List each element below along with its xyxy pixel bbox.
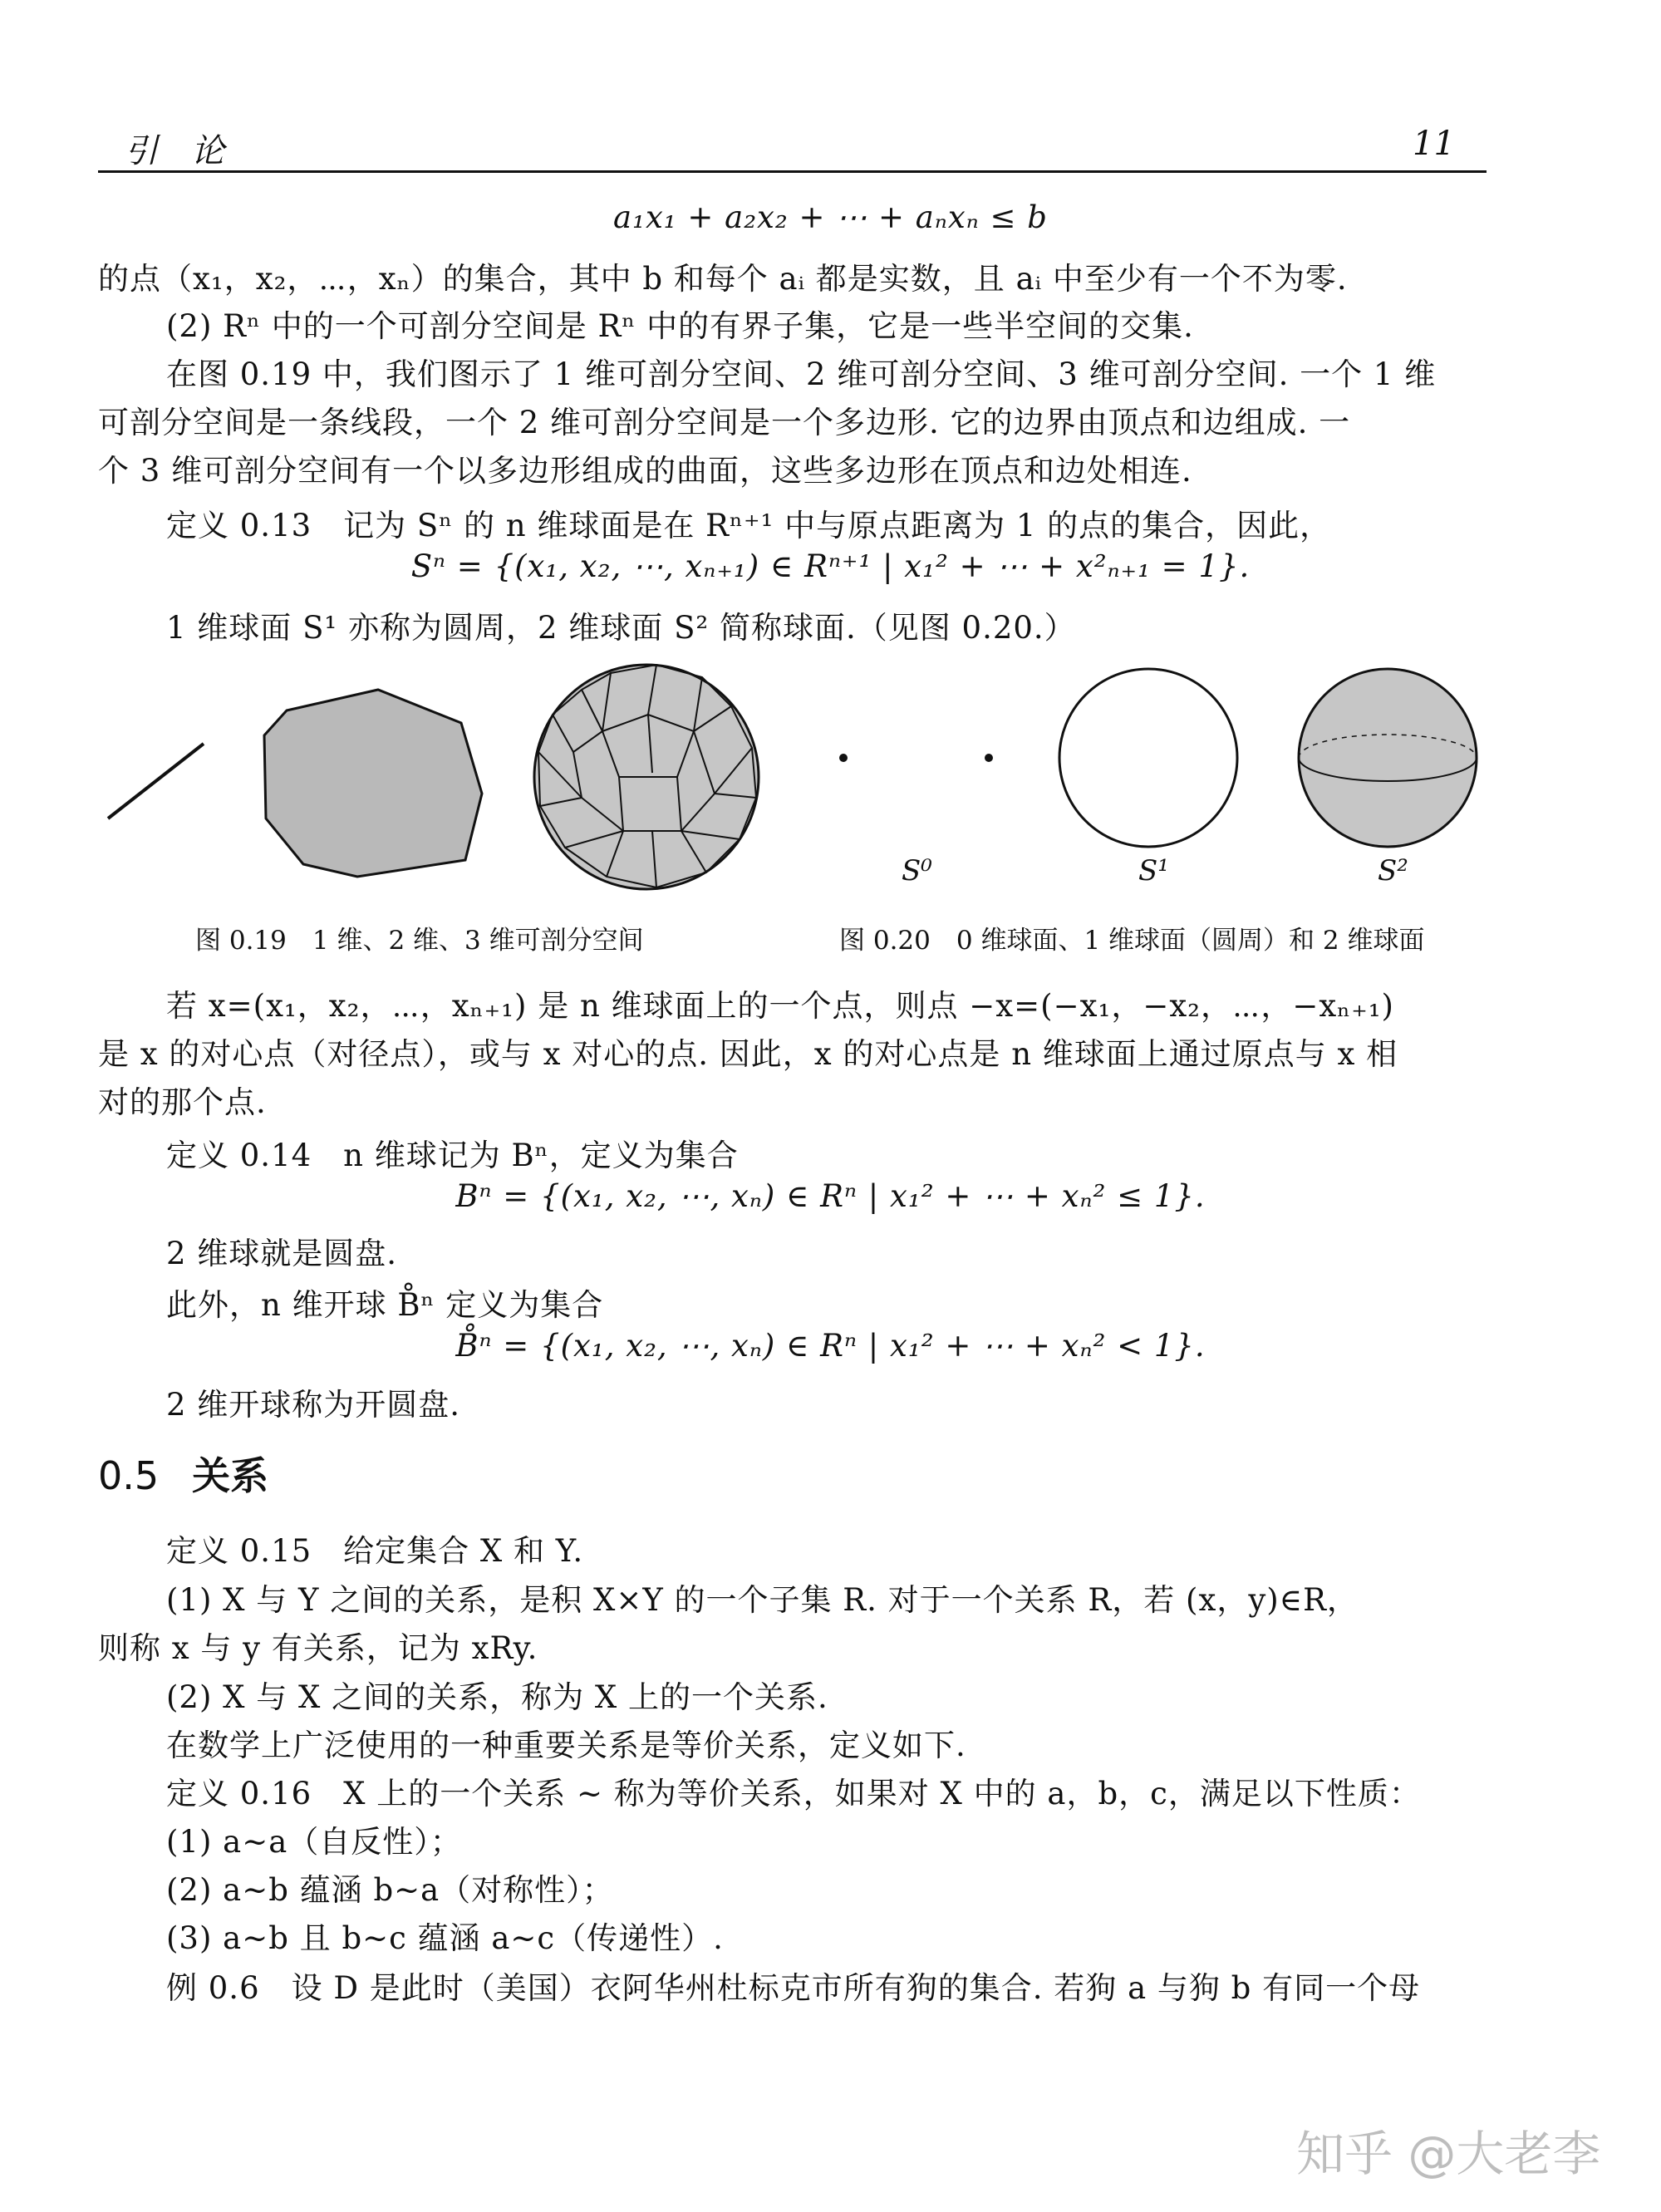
caption-fig-0-20: 图 0.20 0 维球面、1 维球面（圆周）和 2 维球面 [839, 926, 1425, 956]
definition-0-15: 定义 0.15 给定集合 X 和 Y. [166, 1533, 584, 1569]
text-line: 2 维开球称为开圆盘. [166, 1387, 461, 1423]
formula-halfspace: a₁x₁ + a₂x₂ + ⋯ + aₙxₙ ≤ b [613, 199, 1048, 235]
definition-0-14: 定义 0.14 n 维球记为 Bⁿ，定义为集合 [166, 1138, 739, 1173]
sphere-s2 [1299, 669, 1477, 847]
text-line: 若 x=(x₁，x₂，⋯，xₙ₊₁) 是 n 维球面上的一个点，则点 −x=(−x₁，−x₂，⋯，−xₙ₊₁) [166, 988, 1394, 1024]
label-s0: S⁰ [902, 854, 932, 887]
formula-sphere: Sⁿ = {(x₁, x₂, ⋯, xₙ₊₁) ∈ Rⁿ⁺¹ | x₁² + ⋯ + x²ₙ₊₁ = 1}. [410, 548, 1251, 584]
text-line: (2) Rⁿ 中的一个可剖分空间是 Rⁿ 中的有界子集，它是一些半空间的交集. [166, 308, 1194, 344]
example-0-6: 例 0.6 设 D 是此时（美国）衣阿华州杜标克市所有狗的集合. 若狗 a 与狗 b 有同一个母 [166, 1970, 1421, 2006]
text-line: 可剖分空间是一条线段，一个 2 维可剖分空间是一个多边形. 它的边界由顶点和边组成. 一 [98, 405, 1351, 440]
text-line: 则称 x 与 y 有关系，记为 xRy. [98, 1630, 538, 1666]
s0-point-left [839, 754, 848, 762]
text-line: 2 维球就是圆盘. [166, 1236, 398, 1271]
polyhedron-3d [534, 665, 759, 889]
property-reflexive: (1) a~a（自反性）； [166, 1824, 462, 1860]
formula-open-ball: B̊ⁿ = {(x₁, x₂, ⋯, xₙ) ∈ Rⁿ | x₁² + ⋯ + xₙ² < 1}. [455, 1328, 1206, 1364]
page-number: 11 [1413, 125, 1455, 163]
property-transitive: (3) a~b 且 b~c 蕴涵 a~c（传递性）. [166, 1920, 724, 1956]
watermark: 知乎 @大老李 [1296, 2126, 1601, 2182]
text-line: 是 x 的对心点（对径点），或与 x 对心的点. 因此，x 的对心点是 n 维球面上通过原点与 x 相 [98, 1036, 1398, 1072]
text-line: 个 3 维可剖分空间有一个以多边形组成的曲面，这些多边形在顶点和边处相连. [98, 453, 1192, 489]
text-line: (1) X 与 Y 之间的关系，是积 X×Y 的一个子集 R. 对于一个关系 R，若 (x，y)∈R， [166, 1582, 1359, 1618]
polygon-2d [264, 690, 482, 877]
label-s2: S² [1378, 854, 1408, 887]
text-line: 在数学上广泛使用的一种重要关系是等价关系，定义如下. [166, 1728, 966, 1763]
formula-ball: Bⁿ = {(x₁, x₂, ⋯, xₙ) ∈ Rⁿ | x₁² + ⋯ + xₙ² ≤ 1}. [455, 1178, 1206, 1214]
section-heading [98, 1446, 268, 1501]
section-number: 0.5 [98, 1453, 160, 1498]
definition-0-16: 定义 0.16 X 上的一个关系 ~ 称为等价关系，如果对 X 中的 a，b，c，满足以下性质： [166, 1776, 1421, 1811]
segment-1d [108, 744, 204, 818]
figures-0-19-0-20 [0, 0, 1661, 914]
s0-point-right [985, 754, 993, 762]
text-line: 对的那个点. [98, 1084, 267, 1120]
text-line: 此外，n 维开球 B̊ⁿ 定义为集合 [166, 1287, 604, 1323]
caption-fig-0-19: 图 0.19 1 维、2 维、3 维可剖分空间 [195, 926, 644, 956]
text-line: 在图 0.19 中，我们图示了 1 维可剖分空间、2 维可剖分空间、3 维可剖分空间. 一个 1 维 [166, 356, 1437, 392]
text-line: 1 维球面 S¹ 亦称为圆周，2 维球面 S² 简称球面.（见图 0.20.） [166, 610, 1076, 646]
property-symmetric: (2) a~b 蕴涵 b~a（对称性）； [166, 1872, 614, 1908]
definition-0-13: 定义 0.13 记为 Sⁿ 的 n 维球面是在 Rⁿ⁺¹ 中与原点距离为 1 的点的集合，因此， [166, 508, 1332, 543]
running-title: 引 论 [125, 132, 224, 170]
label-s1: S¹ [1138, 854, 1169, 887]
section-title: 关系 [192, 1453, 269, 1498]
text-line: 的点（x₁，x₂，⋯，xₙ）的集合，其中 b 和每个 aᵢ 都是实数，且 aᵢ 中至少有一个不为零. [98, 261, 1348, 297]
circle-s1 [1059, 669, 1237, 847]
text-line: (2) X 与 X 之间的关系，称为 X 上的一个关系. [166, 1679, 828, 1715]
